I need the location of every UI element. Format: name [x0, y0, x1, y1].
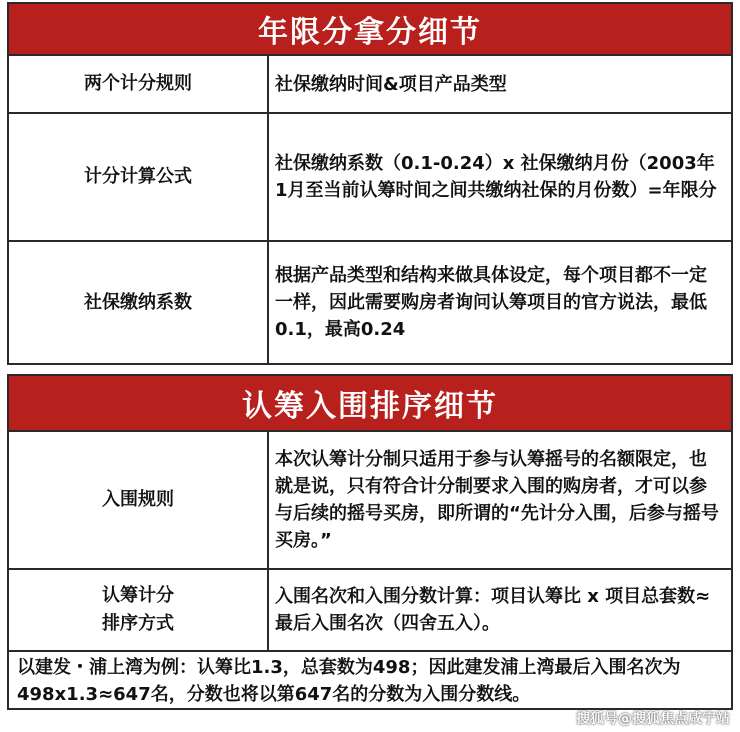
- watermark: 搜狐号@搜狐焦点咸宁站: [576, 711, 730, 727]
- row-value: 本次认筹计分制只适用于参与认筹摇号的名额限定，也就是说，只有符合计分制要求入围的购房者，才可以参与后续的摇号买房，即所谓的“先计分入围，后参与摇号买房。”: [275, 449, 719, 551]
- table-row: [9, 56, 731, 114]
- row-label-line: 排序方式: [102, 613, 174, 634]
- table-row: [9, 432, 731, 570]
- section-title: 年限分拿分细节: [9, 4, 731, 56]
- row-label: [9, 570, 269, 650]
- row-value: 根据产品类型和结构来做具体设定，每个项目都不一定一样，因此需要购房者询问认筹项目的官方说法，最低0.1，最高0.24: [275, 265, 707, 340]
- row-value: 社保缴纳系数（0.1-0.24）x 社保缴纳月份（2003年1月至当前认筹时间之间共缴纳社保的月份数）=年限分: [275, 153, 717, 201]
- row-label-line: 认筹计分: [102, 585, 174, 606]
- example-note: 以建发・浦上湾为例：认筹比1.3，总套数为498；因此建发浦上湾最后入围名次为498x1.3≈647名，分数也将以第647名的分数为入围分数线。: [7, 650, 733, 710]
- section-ranking: [7, 374, 733, 652]
- row-label: 计分计算公式: [9, 114, 269, 240]
- section-annual-score: [7, 2, 733, 365]
- row-label: 两个计分规则: [9, 56, 269, 112]
- table-row: [9, 242, 731, 363]
- table-row: [9, 570, 731, 650]
- table-row: [9, 114, 731, 242]
- row-label: 社保缴纳系数: [9, 242, 269, 363]
- section-title: 认筹入围排序细节: [9, 376, 731, 432]
- row-label: 入围规则: [9, 432, 269, 568]
- row-value: 入围名次和入围分数计算：项目认筹比 x 项目总套数≈最后入围名次（四舍五入）。: [275, 586, 711, 634]
- row-value: 社保缴纳时间&项目产品类型: [275, 73, 507, 95]
